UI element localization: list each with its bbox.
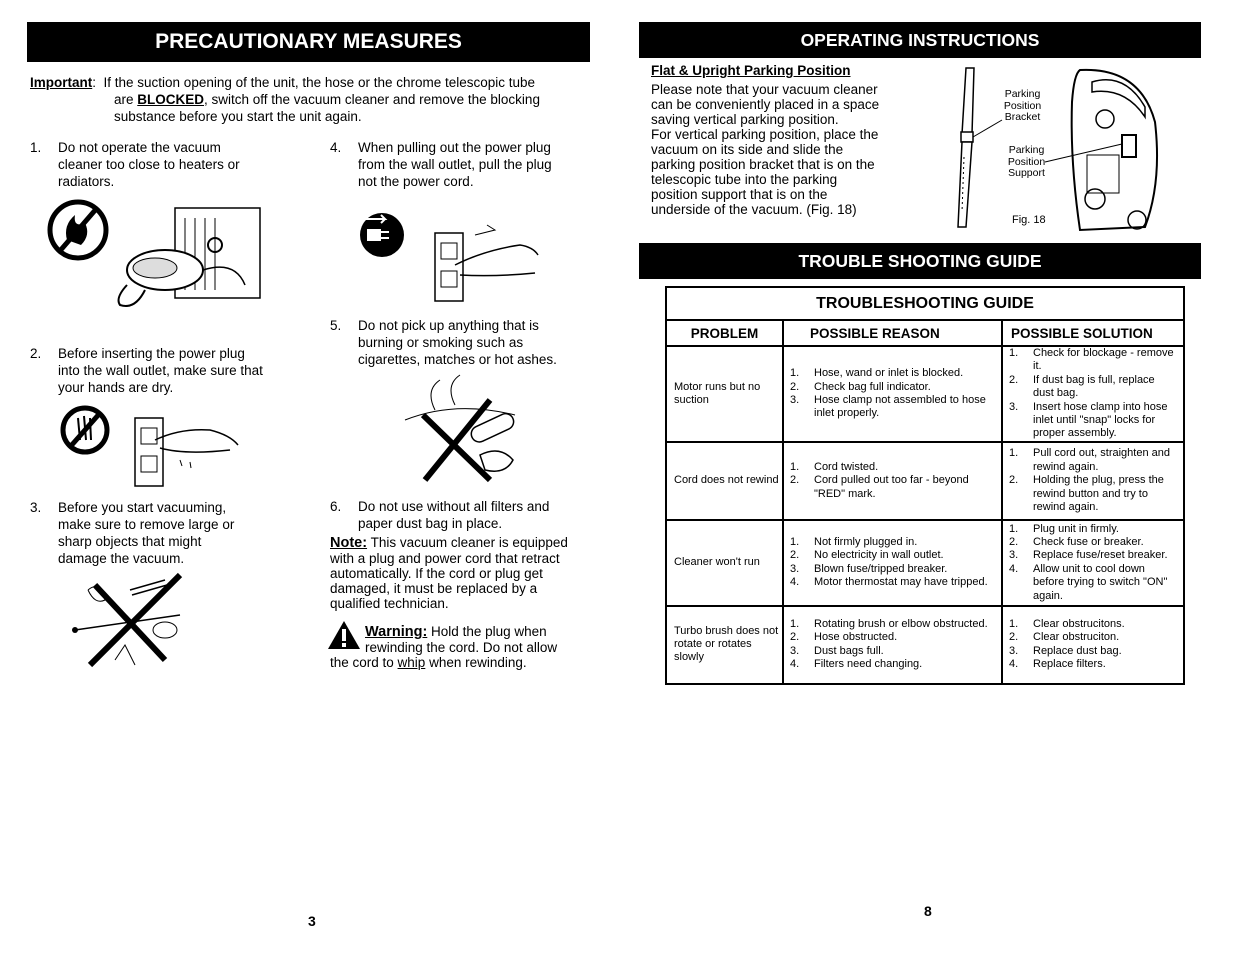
precaution-item-5: 5. Do not pick up anything that is burning or smoking such as cigarettes, matches or hot ashes. xyxy=(330,318,557,367)
fig18-support-label: Parking Position Support xyxy=(1007,144,1046,179)
reason-list: 1. Cord twisted. 2. Cord pulled out too far - beyond "RED" mark. xyxy=(790,460,969,500)
troubleshooting-table xyxy=(665,286,1185,680)
blocked-word: BLOCKED xyxy=(137,92,205,107)
table-row: Cleaner won't run 1. Not firmly plugged in. 2. No electricity in wall outlet. 3. Blown fuse/tripped breaker. 4. Motor thermostat may have tripped. 1. Plug unit in firmly. 2. Check fuse or breaker. 3. Replace fuse/reset breaker. 4. Allow unit to cool down before trying to switch "ON" again. xyxy=(666,520,1184,606)
trouble-banner xyxy=(639,243,1201,279)
precaution-item-3: 3. Before you start vacuuming, make sure to remove large or sharp objects that might damage the vacuum. xyxy=(30,500,235,566)
header-problem: PROBLEM xyxy=(666,320,783,346)
warning-label: Warning: xyxy=(365,624,428,640)
solution-list: 1. Pull cord out, straighten and rewind again. 2. Holding the plug, press the rewind button and try to rewind again. xyxy=(1009,447,1170,513)
important-line3: substance before you start the unit again. xyxy=(114,109,362,124)
fig18-bracket-label: Parking Position Bracket xyxy=(1003,88,1042,123)
whip-word: whip xyxy=(397,655,426,670)
solution-list: 1. Plug unit in firmly. 2. Check fuse or breaker. 3. Replace fuse/reset breaker. 4. Allow unit to cool down before trying to switch "ON" again. xyxy=(1009,522,1168,602)
page-number-left: 3 xyxy=(308,913,316,929)
table-row: Turbo brush does not rotate or rotates slowly 1. Rotating brush or elbow obstructed. 2. Hose obstructed. 3. Dust bags full. 4. Filters need changing. 1. Clear obstrucitons. 2. Clear obstruciton. 3. Replace dust bag. 4. Replace filters. xyxy=(666,606,1184,684)
sharp-objects-illustration xyxy=(70,570,200,670)
fig18-illustration xyxy=(950,62,1165,237)
precaution-item-6: 6. Do not use without all filters and paper dust bag in place. xyxy=(330,499,550,531)
reason-list: 1. Not firmly plugged in. 2. No electricity in wall outlet. 3. Blown fuse/tripped breaker. 4. Motor thermostat may have tripped. xyxy=(790,536,988,589)
important-notice: Important: If the suction opening of the unit, the hose or the chrome telescopic tube are BLOCKED, switch off the vacuum cleaner and remove the blocking substance before you start the unit again. xyxy=(30,74,590,125)
important-label: Important xyxy=(30,75,93,90)
note-label: Note: xyxy=(330,535,368,551)
dry-hands-illustration xyxy=(60,400,240,490)
precautionary-title: PRECAUTIONARY MEASURES xyxy=(155,30,462,53)
precaution-item-1: 1. Do not operate the vacuum cleaner too close to heaters or radiators. xyxy=(30,140,240,189)
reason-list: 1. Hose, wand or inlet is blocked. 2. Check bag full indicator. 3. Hose clamp not assembled to hose inlet properly. xyxy=(790,367,986,420)
table-row: Motor runs but no suction 1. Hose, wand or inlet is blocked. 2. Check bag full indicator. 3. Hose clamp not assembled to hose inlet properly. 1. Check for blockage - remove it. 2. If dust bag is full, replace dust bag. 3. Insert hose clamp into hose inlet until "snap" locks for proper assembly. xyxy=(666,346,1184,442)
precautionary-banner xyxy=(27,22,590,62)
page-number-right: 8 xyxy=(924,903,932,919)
trouble-title: TROUBLE SHOOTING GUIDE xyxy=(798,251,1042,271)
burning-objects-illustration xyxy=(395,370,520,485)
operating-title: OPERATING INSTRUCTIONS xyxy=(800,30,1040,50)
header-reason: POSSIBLE REASON xyxy=(783,320,1002,346)
solution-list: 1. Clear obstrucitons. 2. Clear obstruciton. 3. Replace dust bag. 4. Replace filters. xyxy=(1009,618,1125,671)
warning-block: Warning: Hold the plug when rewinding the cord. Do not allow the cord to whip when rewinding. xyxy=(330,624,558,670)
reason-list: 1. Rotating brush or elbow obstructed. 2. Hose obstructed. 3. Dust bags full. 4. Filters need changing. xyxy=(790,618,988,671)
pull-plug-illustration xyxy=(355,205,540,305)
fig18-caption: Fig. 18 xyxy=(1012,214,1046,226)
parking-section: Flat & Upright Parking Position Please note that your vacuum cleaner can be conveniently placed in a space saving vertical parking position. For vertical parking position, place the vacuum on its side and slide the parking position bracket that is on the telescopic tube into the parking position support that is on the underside of the vacuum. (Fig. 18) xyxy=(651,63,951,217)
solution-list: 1. Check for blockage - remove it. 2. If dust bag is full, replace dust bag. 3. Insert hose clamp into hose inlet until "snap" locks for proper assembly. xyxy=(1009,347,1174,440)
precaution-item-4: 4. When pulling out the power plug from the wall outlet, pull the plug not the power cord. xyxy=(330,140,552,189)
heater-warning-illustration xyxy=(45,190,270,315)
table-title: TROUBLESHOOTING GUIDE xyxy=(666,287,1184,320)
header-solution: POSSIBLE SOLUTION xyxy=(1002,320,1184,346)
parking-heading: Flat & Upright Parking Position xyxy=(651,63,851,78)
table-row: Cord does not rewind 1. Cord twisted. 2. Cord pulled out too far - beyond "RED" mark. 1. Pull cord out, straighten and rewind again. 2. Holding the plug, press the rewind button and try to rewind again. xyxy=(666,442,1184,520)
important-line1: If the suction opening of the unit, the hose or the chrome telescopic tube xyxy=(103,75,536,90)
precaution-item-2: 2. Before inserting the power plug into the wall outlet, make sure that your hands are dry. xyxy=(30,346,263,395)
operating-banner xyxy=(639,22,1201,58)
note-block: Note: This vacuum cleaner is equipped with a plug and power cord that retract automatically. If the cord or plug get damaged, it must be replaced by a qualified technician. xyxy=(330,535,568,611)
